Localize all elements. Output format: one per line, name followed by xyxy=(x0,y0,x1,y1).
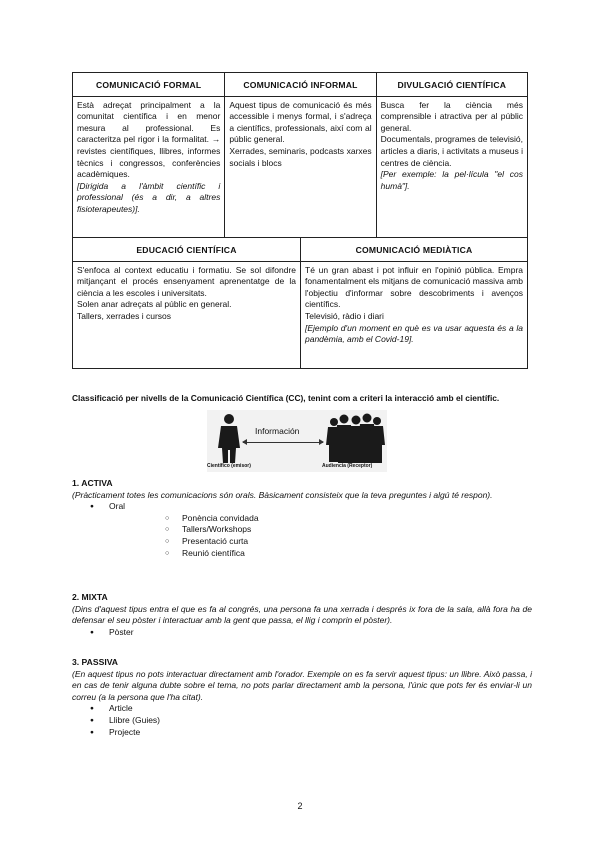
cell-divulgacio xyxy=(376,73,527,237)
cell-heading: COMUNICACIÓ INFORMAL xyxy=(225,73,375,97)
sub-list-item: ○ Presentació curta xyxy=(109,536,532,548)
comparison-table-bottom-row xyxy=(72,237,528,369)
sub-list-item: ○ Reunió científica xyxy=(109,548,532,560)
sub-list-item: ○ Tallers/Workshops xyxy=(109,524,532,536)
sub-list-item: ○ Ponència convidada xyxy=(109,513,532,525)
cell-text: Busca fer la ciència més comprensible i atractiva per al públic general. xyxy=(380,99,523,133)
section-description: (Pràcticament totes les comunicacions són orals. Bàsicament consisteix que la teva preguntes i algú té respon). xyxy=(72,489,493,500)
section-description: (Dins d'aquest tipus entra el que es fa al congrés, una persona fa una xerrada i després ix fora de la sala, allà fora ha de defensar el seu pòster i interactuar amb la gent que passa, el llig i comprin el pòster). xyxy=(72,603,532,626)
receiver-caption: Audiencia (Receptor) xyxy=(322,463,373,469)
communication-figure xyxy=(207,410,387,472)
cell-heading: COMUNICACIÓ FORMAL xyxy=(73,73,224,97)
cell-note: [Dirigida a l'àmbit científic i professional (és a dir, a altres fisioterapeutes)]. xyxy=(77,180,221,214)
cell-formal xyxy=(73,73,224,237)
cell-text: Tallers, xerrades i cursos xyxy=(77,310,172,321)
cell-text: Televisió, ràdio i diari xyxy=(305,310,384,321)
list-item xyxy=(72,501,532,559)
cell-text: S'enfoca al context educatiu i formatiu. Se sol difondre mitjançant el procés ensenyament aprenentatge de la ciència a les escoles i universitats. xyxy=(77,264,296,298)
comparison-table-top-row xyxy=(72,72,528,238)
scientist-silhouette xyxy=(218,414,240,463)
section-heading: 2. MIXTA xyxy=(72,592,108,602)
page-number: 2 xyxy=(297,801,303,811)
cell-text: Està adreçat principalment a la comunitat científica i en menor mesura al professional. Es caracteritza pel rigor i la formalitat. → revistes científiques, llibres, informes tècnics i congressos, conferències acadèmiques. xyxy=(77,99,221,180)
cell-note: [Ejemplo d'un moment en què es va usar aquesta és a la pandèmia, amb el Covid-19]. xyxy=(305,322,523,345)
cell-text: Aquest tipus de comunicació és més accessible i menys formal, i s'adreça a científics, professionals, així com al públic general. xyxy=(229,99,372,145)
section-passiva xyxy=(72,657,532,738)
section-mixta xyxy=(72,592,532,638)
classification-subtitle: Classificació per nivells de la Comunicació Científica (CC), tenint com a criteri la interacció amb el científic. xyxy=(72,393,500,403)
double-arrow-icon xyxy=(243,442,323,443)
cell-heading: COMUNICACIÓ MEDIÀTICA xyxy=(301,238,527,262)
emitter-caption: Científico (emisor) xyxy=(207,463,251,469)
section-heading: 3. PASSIVA xyxy=(72,657,119,667)
list-item: ● Article xyxy=(72,703,532,715)
audience-silhouette xyxy=(326,414,385,464)
cell-heading: DIVULGACIÓ CIENTÍFICA xyxy=(377,73,527,97)
cell-mediatica xyxy=(300,238,527,368)
cell-informal xyxy=(224,73,375,237)
cell-note: [Per exemple: la pel·lícula "el cos humà"]. xyxy=(380,169,523,191)
cell-text: Té un gran abast i pot influir en l'opinió pública. Empra fonamentalment els mitjans de comunicació massiva amb l'objectiu d'informar sobre descobriments i avenços científics. xyxy=(305,264,523,310)
cell-text: Documentals, programes de televisió, articles a diaris, i activitats a museus i centres de ciència. xyxy=(380,134,523,168)
list-item: ● Llibre (Guies) xyxy=(72,715,532,727)
section-heading: 1. ACTIVA xyxy=(72,478,113,488)
list-item: ● Projecte xyxy=(72,727,532,739)
list-item-label: Oral xyxy=(109,501,126,512)
cell-heading: EDUCACIÓ CIENTÍFICA xyxy=(73,238,300,262)
figure-label: Información xyxy=(255,426,300,436)
cell-educacio xyxy=(73,238,300,368)
cell-text: Solen anar adreçats al públic en general. xyxy=(77,299,232,310)
cell-text: Xerrades, seminaris, podcasts xarxes socials i blocs xyxy=(229,145,372,168)
list-item: ● Pòster xyxy=(72,627,532,639)
section-activa xyxy=(72,478,532,559)
section-description: (En aquest tipus no pots interactuar directament amb l'orador. Exemple on es fa servir aquest tipus: un llibre. Això passa, i en cas de tenir alguna dubte sobre el tema, no pots parlar directament amb la persona, l'únic que pots fer és enviar-li un correu (a la persona que l'ha citat). xyxy=(72,668,532,702)
